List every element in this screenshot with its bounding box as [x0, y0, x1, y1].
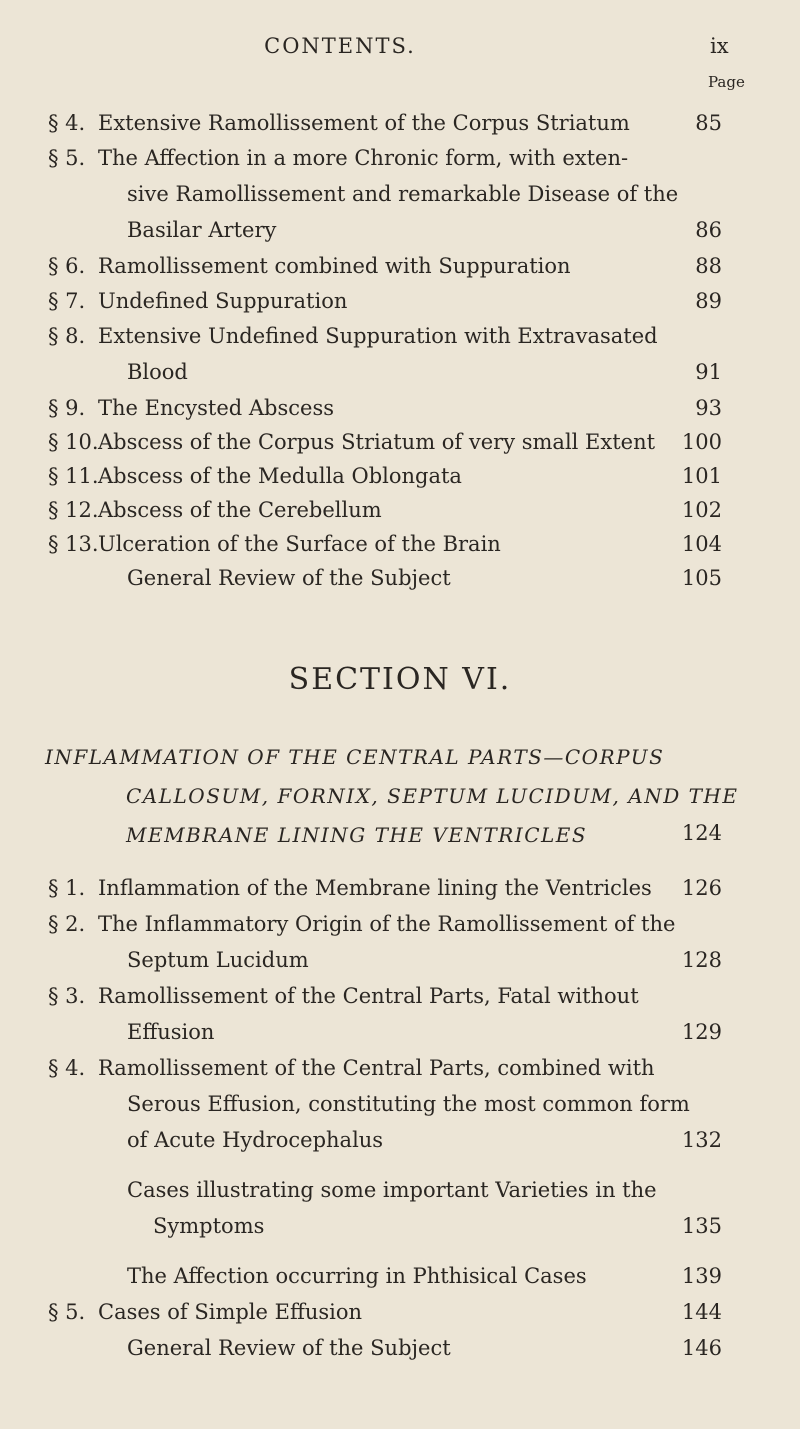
page-number: 85: [695, 111, 722, 135]
page-number: 135: [681, 1214, 722, 1238]
page-number: 100: [681, 430, 722, 454]
entry-title: The Affection in a more Chronic form, with exten-: [98, 146, 629, 170]
section-number: § 1.: [48, 876, 86, 900]
entry-title: Ramollissement combined with Suppuration: [98, 254, 571, 278]
section-number: § 10.: [48, 430, 99, 454]
page-column-label: Page: [708, 73, 745, 91]
page-number: 89: [695, 289, 722, 313]
page-number: 101: [681, 464, 722, 488]
page-number: 88: [695, 254, 722, 278]
section-number: § 7.: [48, 289, 86, 313]
entry-title: Ulceration of the Surface of the Brain: [98, 532, 501, 556]
section-number: § 9.: [48, 396, 86, 420]
section-number: § 12.: [48, 498, 99, 522]
page-number: 129: [681, 1020, 722, 1044]
section-number: § 13.: [48, 532, 99, 556]
section-number: § 5.: [48, 146, 86, 170]
entry-title: General Review of the Subject: [127, 566, 451, 590]
section-number: § 8.: [48, 324, 86, 348]
entry-title-cont: sive Ramollissement and remarkable Disease of the: [127, 182, 679, 206]
page-number: 104: [681, 532, 722, 556]
section-number: § 5.: [48, 1300, 86, 1324]
page-number: 146: [681, 1336, 722, 1360]
section-title: SECTION VI.: [288, 662, 512, 697]
page-number: 144: [681, 1300, 722, 1324]
page-number: 132: [681, 1128, 722, 1152]
entry-title: The Inflammatory Origin of the Ramollissement of the: [98, 912, 676, 936]
entry-title: Extensive Undefined Suppuration with Extravasated: [98, 324, 658, 348]
page-number: 86: [695, 218, 722, 242]
page-number: 93: [695, 396, 722, 420]
page-number: 139: [681, 1264, 722, 1288]
section-heading-page: 124: [681, 821, 722, 845]
entry-title: General Review of the Subject: [127, 1336, 451, 1360]
entry-title: Undefined Suppuration: [98, 289, 348, 313]
entry-title-cont: Effusion: [127, 1020, 215, 1044]
entry-title-cont: Basilar Artery: [127, 218, 277, 242]
page-number: 128: [681, 948, 722, 972]
entry-title: Extensive Ramollissement of the Corpus Striatum: [98, 111, 630, 135]
entry-title: Ramollissement of the Central Parts, combined with: [98, 1056, 655, 1080]
section-heading: INFLAMMATION OF THE CENTRAL PARTS—CORPUS: [45, 745, 665, 769]
entry-title: Abscess of the Medulla Oblongata: [98, 464, 462, 488]
page-number: 105: [681, 566, 722, 590]
running-header-title: CONTENTS.: [264, 34, 416, 58]
entry-title: The Encysted Abscess: [98, 396, 335, 420]
entry-title: Inflammation of the Membrane lining the Ventricles: [98, 876, 652, 900]
entry-title: Ramollissement of the Central Parts, Fatal without: [98, 984, 639, 1008]
entry-title-cont: Serous Effusion, constituting the most common form: [127, 1092, 690, 1116]
page-number: 126: [681, 876, 722, 900]
entry-title-cont: Blood: [127, 360, 188, 384]
section-number: § 2.: [48, 912, 86, 936]
entry-title-cont: Septum Lucidum: [127, 948, 309, 972]
entry-title-cont: Symptoms: [153, 1214, 265, 1238]
page-folio: ix: [710, 34, 729, 58]
page-number: 102: [681, 498, 722, 522]
section-heading-cont: CALLOSUM, FORNIX, SEPTUM LUCIDUM, AND THE: [126, 784, 739, 808]
entry-title: Abscess of the Cerebellum: [98, 498, 382, 522]
entry-title: Cases of Simple Effusion: [98, 1300, 363, 1324]
section-number: § 3.: [48, 984, 86, 1008]
entry-title: Cases illustrating some important Varieties in the: [127, 1178, 657, 1202]
entry-title: The Affection occurring in Phthisical Cases: [127, 1264, 587, 1288]
section-number: § 4.: [48, 111, 86, 135]
page-number: 91: [695, 360, 722, 384]
entry-title: Abscess of the Corpus Striatum of very small Extent: [98, 430, 656, 454]
section-heading-cont: MEMBRANE LINING THE VENTRICLES: [126, 823, 588, 847]
entry-title-cont: of Acute Hydrocephalus: [127, 1128, 384, 1152]
section-number: § 6.: [48, 254, 86, 278]
section-number: § 4.: [48, 1056, 86, 1080]
section-number: § 11.: [48, 464, 99, 488]
